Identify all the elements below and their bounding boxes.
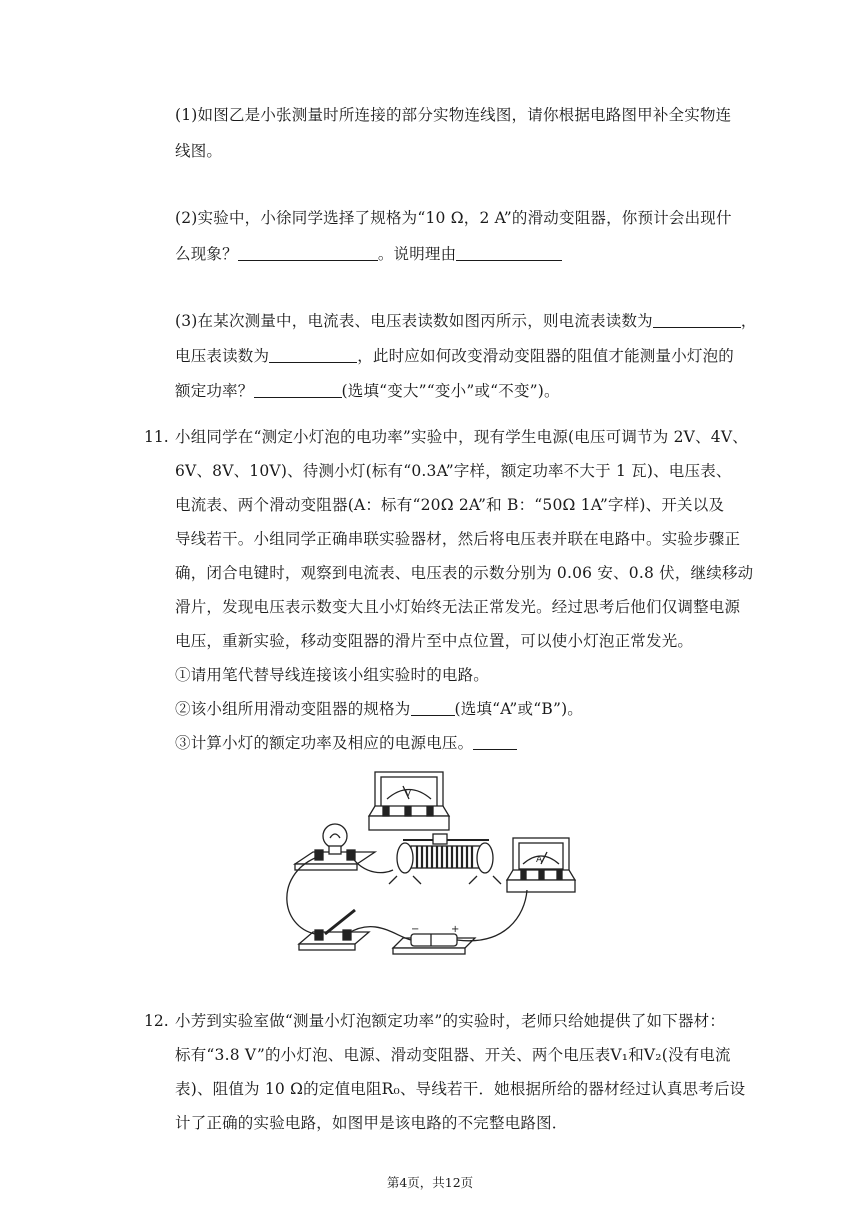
answer-blank[interactable] — [254, 381, 342, 398]
page-footer: 第4页，共12页 — [386, 1175, 474, 1190]
q12-line-1: 小芳到实验室做“测量小灯泡额定功率”的实验时，老师只给她提供了如下器材： — [175, 1012, 726, 1030]
answer-blank[interactable] — [411, 699, 455, 716]
q10-part3-text-a: (3)在某次测量中，电流表、电压表读数如图丙所示，则电流表读数为 — [175, 312, 653, 330]
answer-blank[interactable] — [456, 244, 562, 261]
battery-minus-label: − — [411, 924, 420, 935]
q11-sub2 — [175, 698, 583, 720]
q11-sub3 — [175, 732, 517, 754]
q10-part3-line1 — [175, 310, 757, 332]
battery-plus-label: + — [451, 924, 460, 935]
q11-number: 11. — [144, 428, 169, 446]
q10-part2-text-a: 么现象？ — [175, 245, 238, 263]
q12-number: 12. — [144, 1012, 169, 1030]
q11-line-5: 确，闭合电键时，观察到电流表、电压表的示数分别为 0.06 安、0.8 伏，继续移动 — [175, 564, 754, 582]
q10-part1-line1: (1)如图乙是小张测量时所连接的部分实物连线图，请你根据电路图甲补全实物连 — [175, 106, 732, 124]
q12-line-2: 标有“3.8 V”的小灯泡、电源、滑动变阻器、开关、两个电压表V₁和V₂(没有电流 — [175, 1046, 731, 1064]
q11-sub1: ①请用笔代替导线连接该小组实验时的电路。 — [175, 666, 490, 684]
circuit-figure — [285, 766, 580, 966]
q10-part3-text-f: (选填“变大”“变小”或“不变”)。 — [341, 382, 560, 400]
q10-part1-line2: 线图。 — [175, 142, 223, 160]
q10-part3-text-b: ， — [740, 312, 757, 330]
battery — [393, 924, 475, 954]
q10-part3-line2 — [175, 345, 734, 367]
answer-blank[interactable] — [473, 733, 517, 750]
ammeter-label: A — [536, 855, 543, 865]
answer-blank[interactable] — [269, 346, 357, 363]
q11-line-7: 电压，重新实验，移动变阻器的滑片至中点位置，可以使小灯泡正常发光。 — [175, 632, 694, 650]
q11-line-6: 滑片，发现电压表示数变大且小灯始终无法正常发光。经过思考后他们仅调整电源 — [175, 598, 741, 616]
q10-part3-text-c: 电压表读数为 — [175, 347, 270, 365]
q11-line-2: 6V、8V、10V)、待测小灯(标有“0.3A”字样，额定功率不大于 1 瓦)、电压表、 — [175, 462, 732, 480]
q11-line-4: 导线若干。小组同学正确串联实验器材，然后将电压表并联在电路中。实验步骤正 — [175, 530, 741, 548]
switch — [299, 910, 369, 950]
q10-part3-text-e: 额定功率？ — [175, 382, 254, 400]
ammeter — [507, 838, 575, 892]
rheostat — [389, 834, 501, 884]
q10-part3-text-d: ，此时应如何改变滑动变阻器的阻值才能测量小灯泡的 — [357, 347, 735, 365]
q10-part3-line3 — [175, 380, 560, 402]
q11-sub3-text: ③计算小灯的额定功率及相应的电源电压。 — [175, 734, 474, 752]
q12-line-3: 表)、阻值为 10 Ω的定值电阻R₀、导线若干．她根据所给的器材经过认真思考后设 — [175, 1080, 746, 1098]
q11-sub2-text-b: (选填“A”或“B”)。 — [454, 700, 584, 718]
q10-part2-text-b: 。说明理由 — [377, 245, 457, 263]
voltmeter — [369, 772, 449, 830]
answer-blank[interactable] — [653, 311, 741, 328]
q10-part2-line2 — [175, 243, 562, 265]
voltmeter-label: V — [405, 789, 412, 799]
q11-sub2-text-a: ②该小组所用滑动变阻器的规格为 — [175, 700, 411, 718]
q11-line-1: 小组同学在“测定小灯泡的电功率”实验中，现有学生电源(电压可调节为 2V、4V、 — [175, 428, 748, 446]
q10-part2-line1: (2)实验中，小徐同学选择了规格为“10 Ω，2 A”的滑动变阻器，你预计会出现什 — [175, 209, 732, 227]
answer-blank[interactable] — [238, 244, 378, 261]
q11-line-3: 电流表、两个滑动变阻器(A：标有“20Ω 2A”和 B：“50Ω 1A”字样)、开关以及 — [175, 496, 725, 514]
q12-line-4: 计了正确的实验电路，如图甲是该电路的不完整电路图． — [175, 1114, 568, 1132]
